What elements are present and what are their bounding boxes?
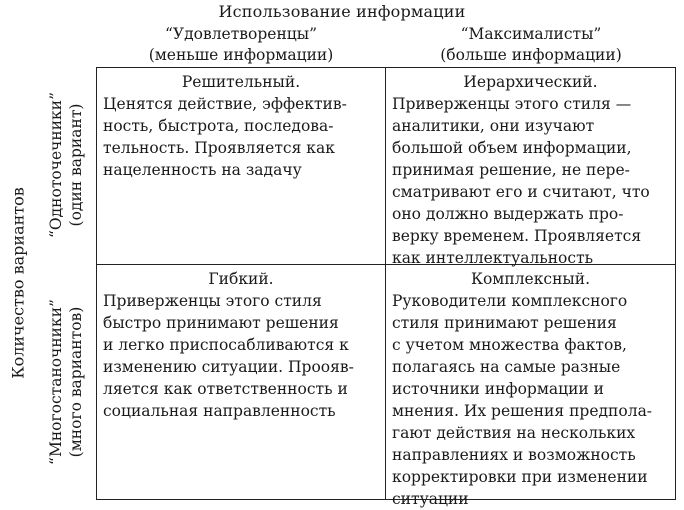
cell-line: с учетом множества фактов, — [392, 336, 627, 354]
cell-line: Руководители комплексного — [392, 292, 628, 310]
cell-line: Приверженцы этого стиля — [103, 292, 322, 310]
cell-line: тельность. Проявляется как — [103, 139, 335, 157]
cell-line: корректировки при изменении — [392, 468, 648, 486]
cell-line: источники информации и — [392, 380, 605, 398]
cell-line: как интеллектуальность — [392, 249, 594, 267]
style-matrix-table — [96, 67, 676, 508]
cell-body — [392, 93, 669, 269]
column-header-satisficers — [96, 24, 386, 66]
column-header-title: “Максималисты” — [460, 25, 602, 43]
cell-line: мнения. Их решения предпола- — [392, 402, 653, 420]
row-header-subtitle: (один вариант) — [67, 103, 85, 227]
cell-line: аналитики, они изучают — [392, 117, 595, 135]
cell-body — [392, 290, 669, 510]
cell-line: большой объем информации, — [392, 139, 632, 157]
cell-integrative — [386, 265, 675, 508]
left-axis-label: Количество вариантов — [8, 187, 28, 379]
cell-title: Решительный. — [181, 73, 301, 91]
cell-line: ность, быстрота, последова- — [103, 117, 334, 135]
cell-line: полагаясь на самые разные — [392, 358, 621, 376]
cell-line: принимая решение, не пере- — [392, 161, 630, 179]
cell-line: направлениях и возможность — [392, 446, 636, 464]
row-header-subtitle: (много вариантов) — [67, 306, 85, 458]
cell-body — [103, 290, 379, 422]
row-header-title: “Многостаночники” — [47, 299, 65, 465]
cell-line: ситуации — [392, 490, 469, 508]
cell-line: нацеленность на задачу — [103, 161, 302, 179]
cell-line: верку временем. Проявляется — [392, 227, 642, 245]
cell-line: ляется как ответственность и — [103, 380, 348, 398]
cell-title: Гибкий. — [208, 270, 274, 288]
cell-title: Комплексный. — [470, 270, 591, 288]
cell-line: сматривают его и считают, что — [392, 183, 650, 201]
row-header-single-focus — [46, 92, 86, 238]
cell-line: Ценятся действие, эффектив- — [103, 95, 347, 113]
cell-line: социальная направленность — [103, 402, 336, 420]
cell-line: Приверженцы этого стиля — — [392, 95, 632, 113]
cell-line: изменению ситуации. Проояв- — [103, 358, 354, 376]
cell-line: гают действия на нескольких — [392, 424, 636, 442]
column-header-maximizers — [386, 24, 676, 66]
cell-body — [103, 93, 379, 181]
cell-line: стиля принимают решения — [392, 314, 617, 332]
cell-line: и легко приспосабливаются к — [103, 336, 349, 354]
column-header-subtitle: (больше информации) — [440, 46, 622, 64]
row-header-title: “Одноточечники” — [47, 91, 65, 239]
row-header-multi-focus — [46, 299, 86, 465]
cell-decisive — [97, 68, 385, 264]
top-title: Использование информации — [218, 2, 466, 21]
cell-hierarchic — [386, 68, 675, 267]
cell-flexible — [97, 265, 385, 499]
cell-line: быстро принимают решения — [103, 314, 339, 332]
column-header-title: “Удовлетворенцы” — [164, 25, 318, 43]
cell-line: оно должно выдержать про- — [392, 205, 624, 223]
column-header-subtitle: (меньше информации) — [148, 46, 334, 64]
cell-title: Иерархический. — [463, 73, 598, 91]
